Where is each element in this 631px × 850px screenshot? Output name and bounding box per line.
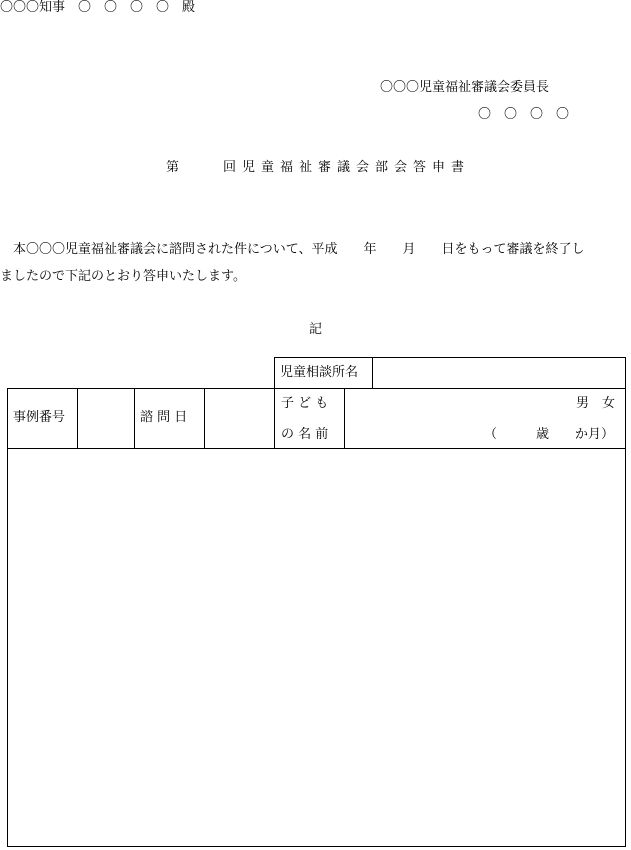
table-border (77, 388, 78, 449)
document-title: 第 回児童福祉審議会部会答申書 (166, 160, 471, 175)
table-border (7, 388, 626, 389)
ki-mark: 記 (309, 322, 323, 337)
table-border (344, 388, 345, 449)
sender-title: 〇〇〇児童福祉審議会委員長 (380, 80, 550, 95)
table-border (7, 388, 8, 847)
case-number-label: 事例番号 (13, 410, 66, 425)
inquiry-date-label: 諮 問 日 (140, 410, 188, 425)
table-border (372, 357, 373, 389)
body-line-2: ましたので下記のとおり答申いたします。 (0, 269, 246, 284)
sender-name: 〇 〇 〇 〇 (478, 107, 570, 122)
table-border (274, 357, 626, 358)
consult-office-label: 児童相談所名 (280, 365, 359, 380)
child-name-label-line1: 子 ど も (281, 396, 329, 411)
gender-options: 男 女 (576, 396, 616, 411)
table-border (204, 388, 205, 449)
table-border (134, 388, 135, 449)
table-border (274, 357, 275, 449)
body-line-1: 本〇〇〇児童福祉審議会に諮問された件について、平成 年 月 日をもって審議を終了し (0, 242, 585, 257)
table-border (625, 357, 626, 847)
child-name-label-line2: の 名 前 (281, 427, 329, 442)
table-border (7, 846, 626, 847)
table-border (7, 448, 626, 449)
age-field: （ 歳 か月） (484, 427, 615, 442)
addressee: 〇〇〇知事 〇 〇 〇 〇 殿 (0, 0, 196, 15)
